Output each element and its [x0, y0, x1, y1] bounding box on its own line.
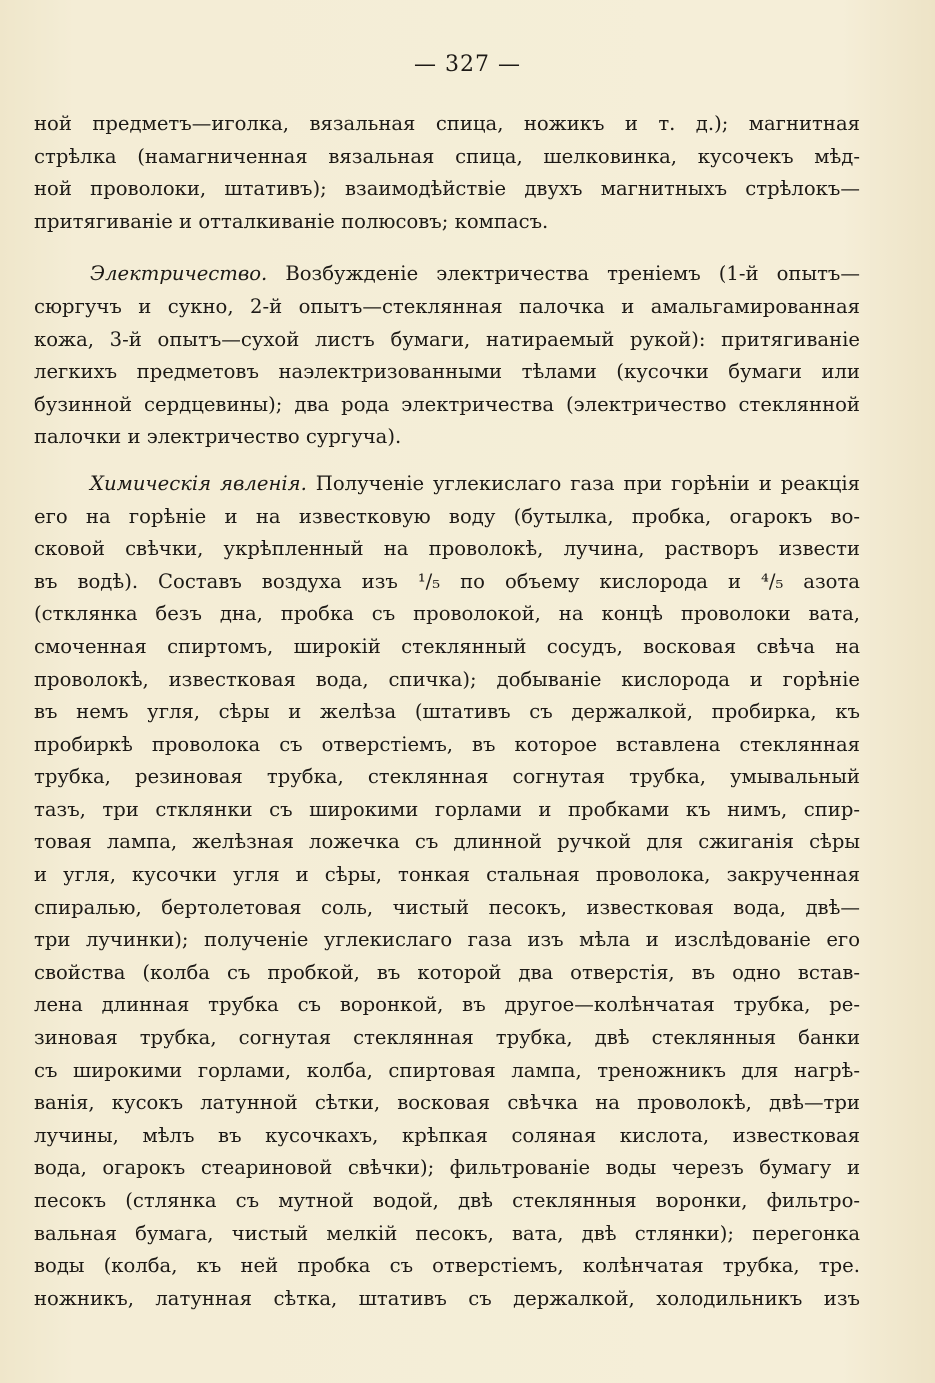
text-line: проволокѣ, известковая вода, спичка); добываніе кислорода и горѣніе — [34, 667, 860, 691]
text-line: лучины, мѣлъ въ кусочкахъ, крѣпкая соляная кислота, известковая — [34, 1123, 860, 1147]
text-line — [34, 258, 860, 291]
text-line: смоченная спиртомъ, широкій стеклянный сосудъ, восковая свѣча на — [34, 634, 860, 658]
paragraph-chemistry — [34, 468, 860, 1315]
text-line: свойства (колба съ пробкой, въ которой два отверстія, въ одно встав- — [34, 960, 860, 984]
text-line — [34, 468, 860, 501]
text-line: въ водѣ). Составъ воздуха изъ ¹/₅ по объему кислорода и ⁴/₅ азота — [34, 569, 860, 593]
text-line: три лучинки); полученіе углекислаго газа изъ мѣла и изслѣдованіе его — [34, 928, 860, 952]
text-line: ножникъ, латунная сѣтка, штативъ съ держалкой, холодильникъ изъ — [34, 1286, 860, 1310]
text-line: въ немъ угля, сѣры и желѣза (штативъ съ держалкой, пробирка, къ — [34, 700, 860, 724]
text-line: лена длинная трубка съ воронкой, въ другое—колѣнчатая трубка, ре- — [34, 993, 860, 1017]
text-line: товая лампа, желѣзная ложечка съ длинной ручкой для сжиганія сѣры — [34, 830, 860, 854]
paragraph-electricity — [34, 258, 860, 454]
text-line: съ широкими горлами, колба, спиртовая лампа, треножникъ для нагрѣ- — [34, 1058, 860, 1082]
text-line: легкихъ предметовъ наэлектризованными тѣлами (кусочки бумаги или — [34, 360, 860, 384]
text-line: сковой свѣчки, укрѣпленный на проволокѣ, лучина, растворъ извести — [34, 537, 860, 561]
text-line: песокъ (стлянка съ мутной водой, двѣ стеклянныя воронки, фильтро- — [34, 1189, 860, 1212]
section-heading-chemistry: Химическія явленія. — [90, 471, 307, 495]
text-line: сюргучъ и сукно, 2-й опытъ—стеклянная палочка и амальгамированная — [34, 294, 860, 318]
text-line: кожа, 3-й опытъ—сухой листъ бумаги, натираемый рукой): притягиваніе — [34, 327, 860, 351]
text-line: его на горѣніе и на известковую воду (бутылка, пробка, огарокъ во- — [34, 504, 860, 528]
text-line-content: Возбужденіе электричества треніемъ (1-й опытъ— — [285, 262, 860, 286]
text-line: палочки и электричество сургуча). — [34, 425, 402, 449]
text-line: спиралью, бертолетовая соль, чистый песокъ, известковая вода, двѣ— — [34, 895, 860, 919]
page-number: — 327 — — [414, 52, 521, 77]
paragraph-magnetism — [34, 108, 860, 238]
text-line: зиновая трубка, согнутая стеклянная трубка, двѣ стеклянныя банки — [34, 1026, 860, 1050]
text-line: ванія, кусокъ латунной сѣтки, восковая свѣчка на проволокѣ, двѣ—три — [34, 1091, 860, 1115]
text-line: пробиркѣ проволока съ отверстіемъ, въ которое вставлена стеклянная — [34, 732, 860, 756]
text-line: тазъ, три стклянки съ широкими горлами и пробками къ нимъ, спир- — [34, 797, 860, 821]
text-line: стрѣлка (намагниченная вязальная спица, шелковинка, кусочекъ мѣд- — [34, 144, 860, 168]
section-heading-electricity: Электричество. — [90, 262, 268, 286]
text-line: вода, огарокъ стеариновой свѣчки); фильтрованіе воды черезъ бумагу и — [34, 1156, 860, 1180]
text-line: притягиваніе и отталкиваніе полюсовъ; компасъ. — [34, 209, 549, 233]
text-line: ной проволоки, штативъ); взаимодѣйствіе двухъ магнитныхъ стрѣлокъ— — [34, 177, 860, 201]
text-line: (стклянка безъ дна, пробка съ проволокой, на концѣ проволоки вата, — [34, 602, 860, 626]
body-text — [34, 108, 860, 1315]
text-line: вальная бумага, чистый мелкій песокъ, вата, двѣ стлянки); перегонка — [34, 1221, 860, 1245]
text-line: бузинной сердцевины); два рода электричества (электричество стеклянной — [34, 392, 860, 416]
text-line: трубка, резиновая трубка, стеклянная согнутая трубка, умывальный — [34, 765, 860, 789]
text-line: и угля, кусочки угля и сѣры, тонкая стальная проволока, закрученная — [34, 863, 860, 887]
text-line: воды (колба, къ ней пробка съ отверстіемъ, колѣнчатая трубка, тре. — [34, 1254, 860, 1278]
text-line-content: Полученіе углекислаго газа при горѣніи и реакція — [315, 471, 860, 495]
text-line: ной предметъ—иголка, вязальная спица, ножикъ и т. д.); магнитная — [34, 112, 860, 135]
